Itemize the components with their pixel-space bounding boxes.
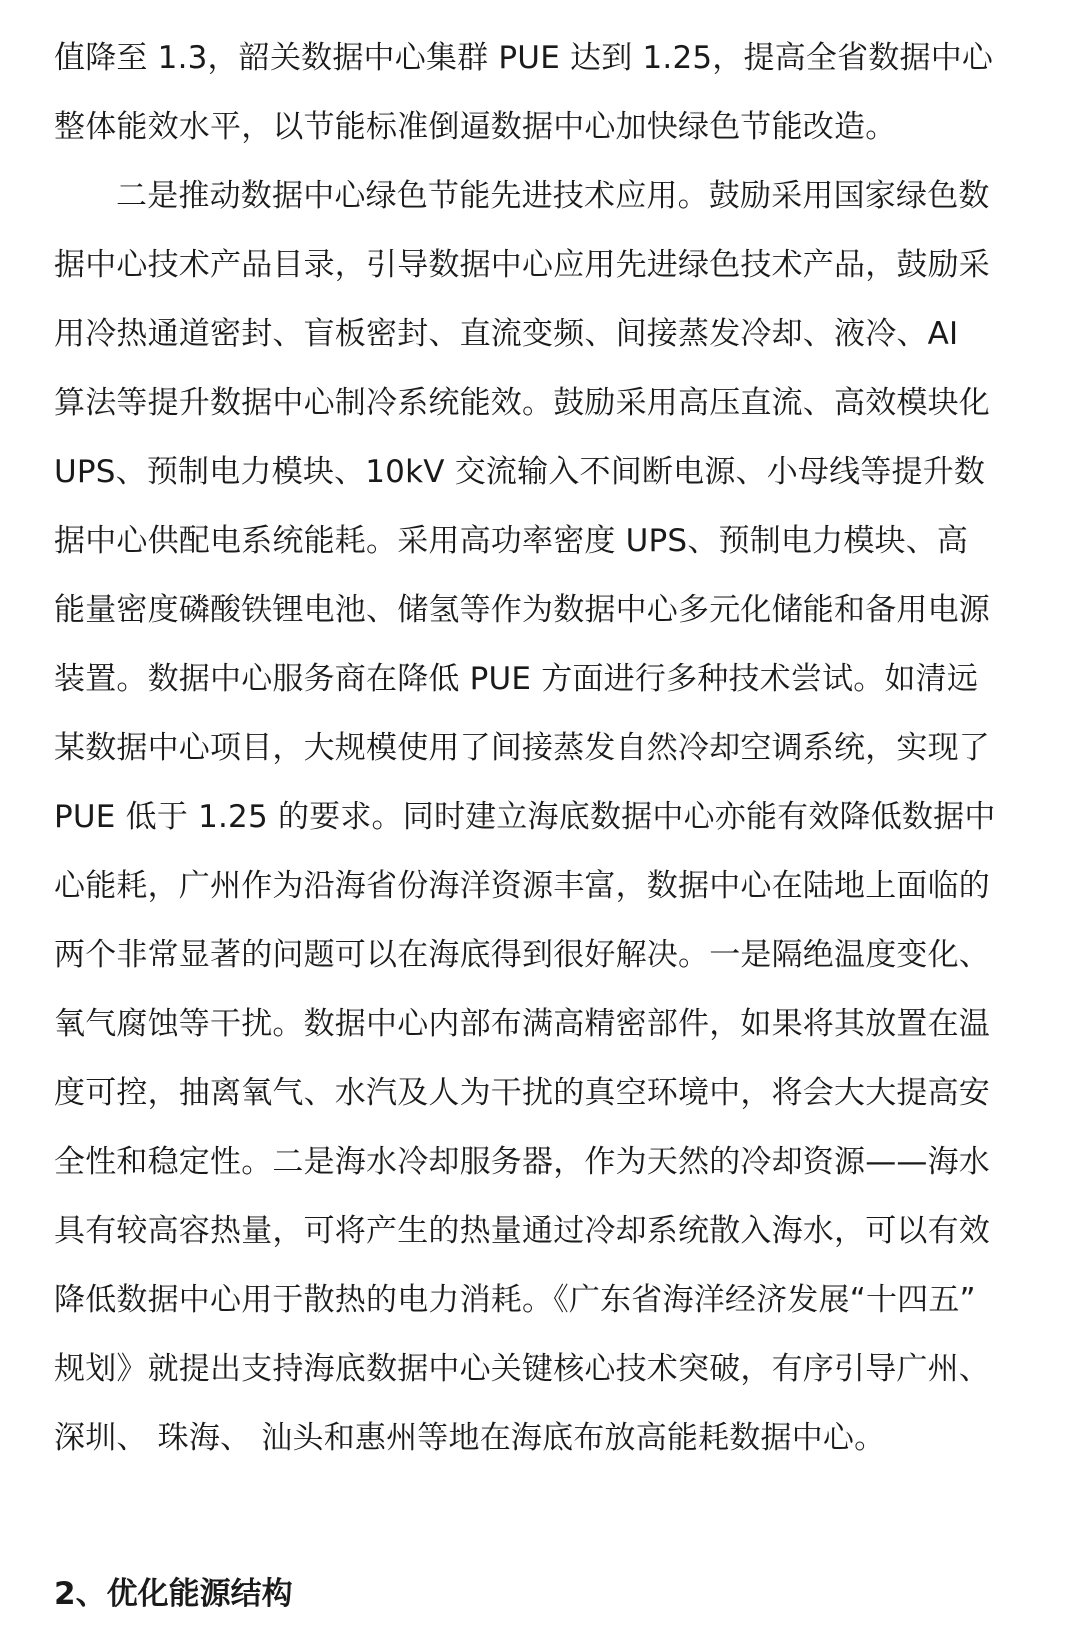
paragraph-2-line-5: UPS、预制电力模块、10kV 交流输入不间断电源、小母线等提升数 (54, 454, 986, 490)
paragraph-2-line-7: 能量密度磷酸铁锂电池、储氢等作为数据中心多元化储能和备用电源 (54, 592, 990, 628)
paragraph-2-line-14: 度可控，抽离氧气、水汽及人为干扰的真空环境中，将会大大提高安 (54, 1075, 990, 1111)
paragraph-2-line-3: 用冷热通道密封、盲板密封、直流变频、间接蒸发冷却、液冷、AI (54, 316, 959, 352)
paragraph-2-line-11: 心能耗，广州作为沿海省份海洋资源丰富，数据中心在陆地上面临的 (54, 868, 990, 904)
paragraph-2-line-16: 具有较高容热量，可将产生的热量通过冷却系统散入海水，可以有效 (54, 1213, 990, 1249)
paragraph-2-line-15: 全性和稳定性。二是海水冷却服务器，作为天然的冷却资源——海水 (54, 1144, 990, 1180)
paragraph-2-line-2: 据中心技术产品目录，引导数据中心应用先进绿色技术产品，鼓励采 (54, 247, 990, 283)
paragraph-2-line-17: 降低数据中心用于散热的电力消耗。《广东省海洋经济发展“十四五” (54, 1282, 976, 1318)
paragraph-2-line-12: 两个非常显著的问题可以在海底得到很好解决。一是隔绝温度变化、 (54, 937, 990, 973)
paragraph-2-line-19: 深圳、 珠海、 汕头和惠州等地在海底布放高能耗数据中心。 (54, 1420, 886, 1456)
paragraph-1-line-2: 整体能效水平，以节能标准倒逼数据中心加快绿色节能改造。 (54, 109, 897, 145)
paragraph-2-line-9: 某数据中心项目，大规模使用了间接蒸发自然冷却空调系统，实现了 (54, 730, 990, 766)
paragraph-2-line-6: 据中心供配电系统能耗。采用高功率密度 UPS、预制电力模块、高 (54, 523, 969, 559)
section-heading: 2、优化能源结构 (54, 1576, 293, 1612)
paragraph-2-line-4: 算法等提升数据中心制冷系统能效。鼓励采用高压直流、高效模块化 (54, 385, 990, 421)
paragraph-2-line-10: PUE 低于 1.25 的要求。同时建立海底数据中心亦能有效降低数据中 (54, 799, 996, 835)
paragraph-2-line-13: 氧气腐蚀等干扰。数据中心内部布满高精密部件，如果将其放置在温 (54, 1006, 990, 1042)
paragraph-2-line-1: 二是推动数据中心绿色节能先进技术应用。鼓励采用国家绿色数 (116, 178, 990, 214)
paragraph-2-line-18: 规划》就提出支持海底数据中心关键核心技术突破，有序引导广州、 (54, 1351, 990, 1387)
paragraph-1-line-1: 值降至 1.3，韶关数据中心集群 PUE 达到 1.25，提高全省数据中心 (54, 40, 994, 76)
paragraph-2-line-8: 装置。数据中心服务商在降低 PUE 方面进行多种技术尝试。如清远 (54, 661, 979, 697)
